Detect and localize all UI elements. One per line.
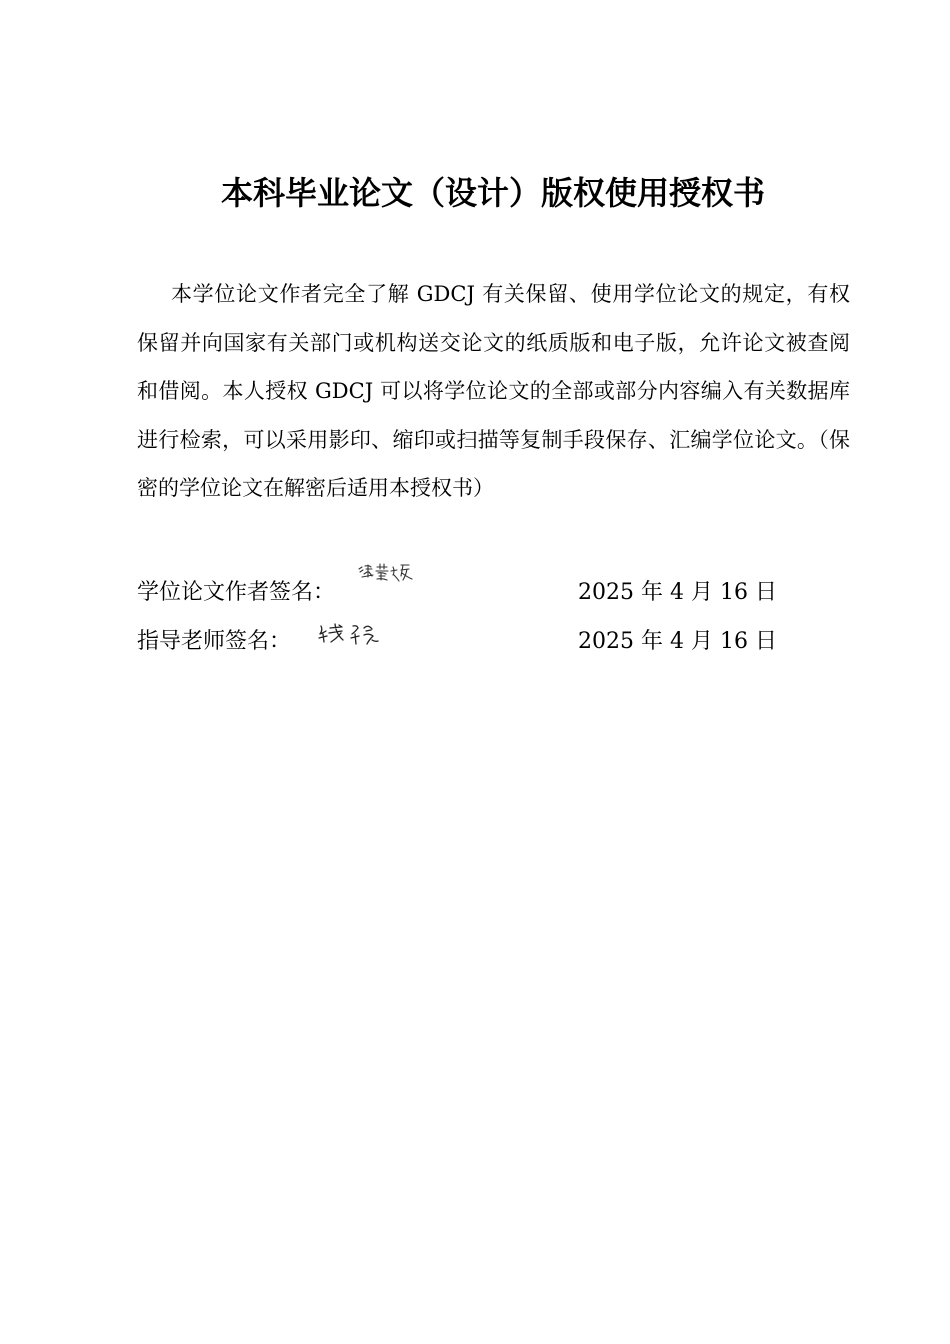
advisor-signature-label: 指导老师签名： bbox=[137, 629, 292, 654]
authorization-paragraph: 本学位论文作者完全了解 GDCJ 有关保留、使用学位论文的规定，有权保留并向国家有关部门或机构送交论文的纸质版和电子版，允许论文被查阅和借阅。本人授权 GDCJ 可以将学位论文的全部或部分内容编入有关数据库进行检索，可以采用影印、缩印或扫描等复制手段保存、汇编学位论文。（保密的学位论文在解密后适用本授权书） bbox=[137, 282, 850, 500]
author-signature-label: 学位论文作者签名： bbox=[137, 580, 336, 605]
advisor-handwritten-signature bbox=[317, 620, 383, 650]
author-signature-date: 2025 年 4 月 16 日 bbox=[578, 580, 777, 605]
author-signature-row bbox=[137, 573, 837, 613]
document-title: 本科毕业论文（设计）版权使用授权书 bbox=[220, 174, 765, 212]
advisor-signature-date: 2025 年 4 月 16 日 bbox=[578, 629, 777, 654]
advisor-signature-row bbox=[137, 622, 837, 662]
author-handwritten-signature bbox=[357, 561, 417, 587]
